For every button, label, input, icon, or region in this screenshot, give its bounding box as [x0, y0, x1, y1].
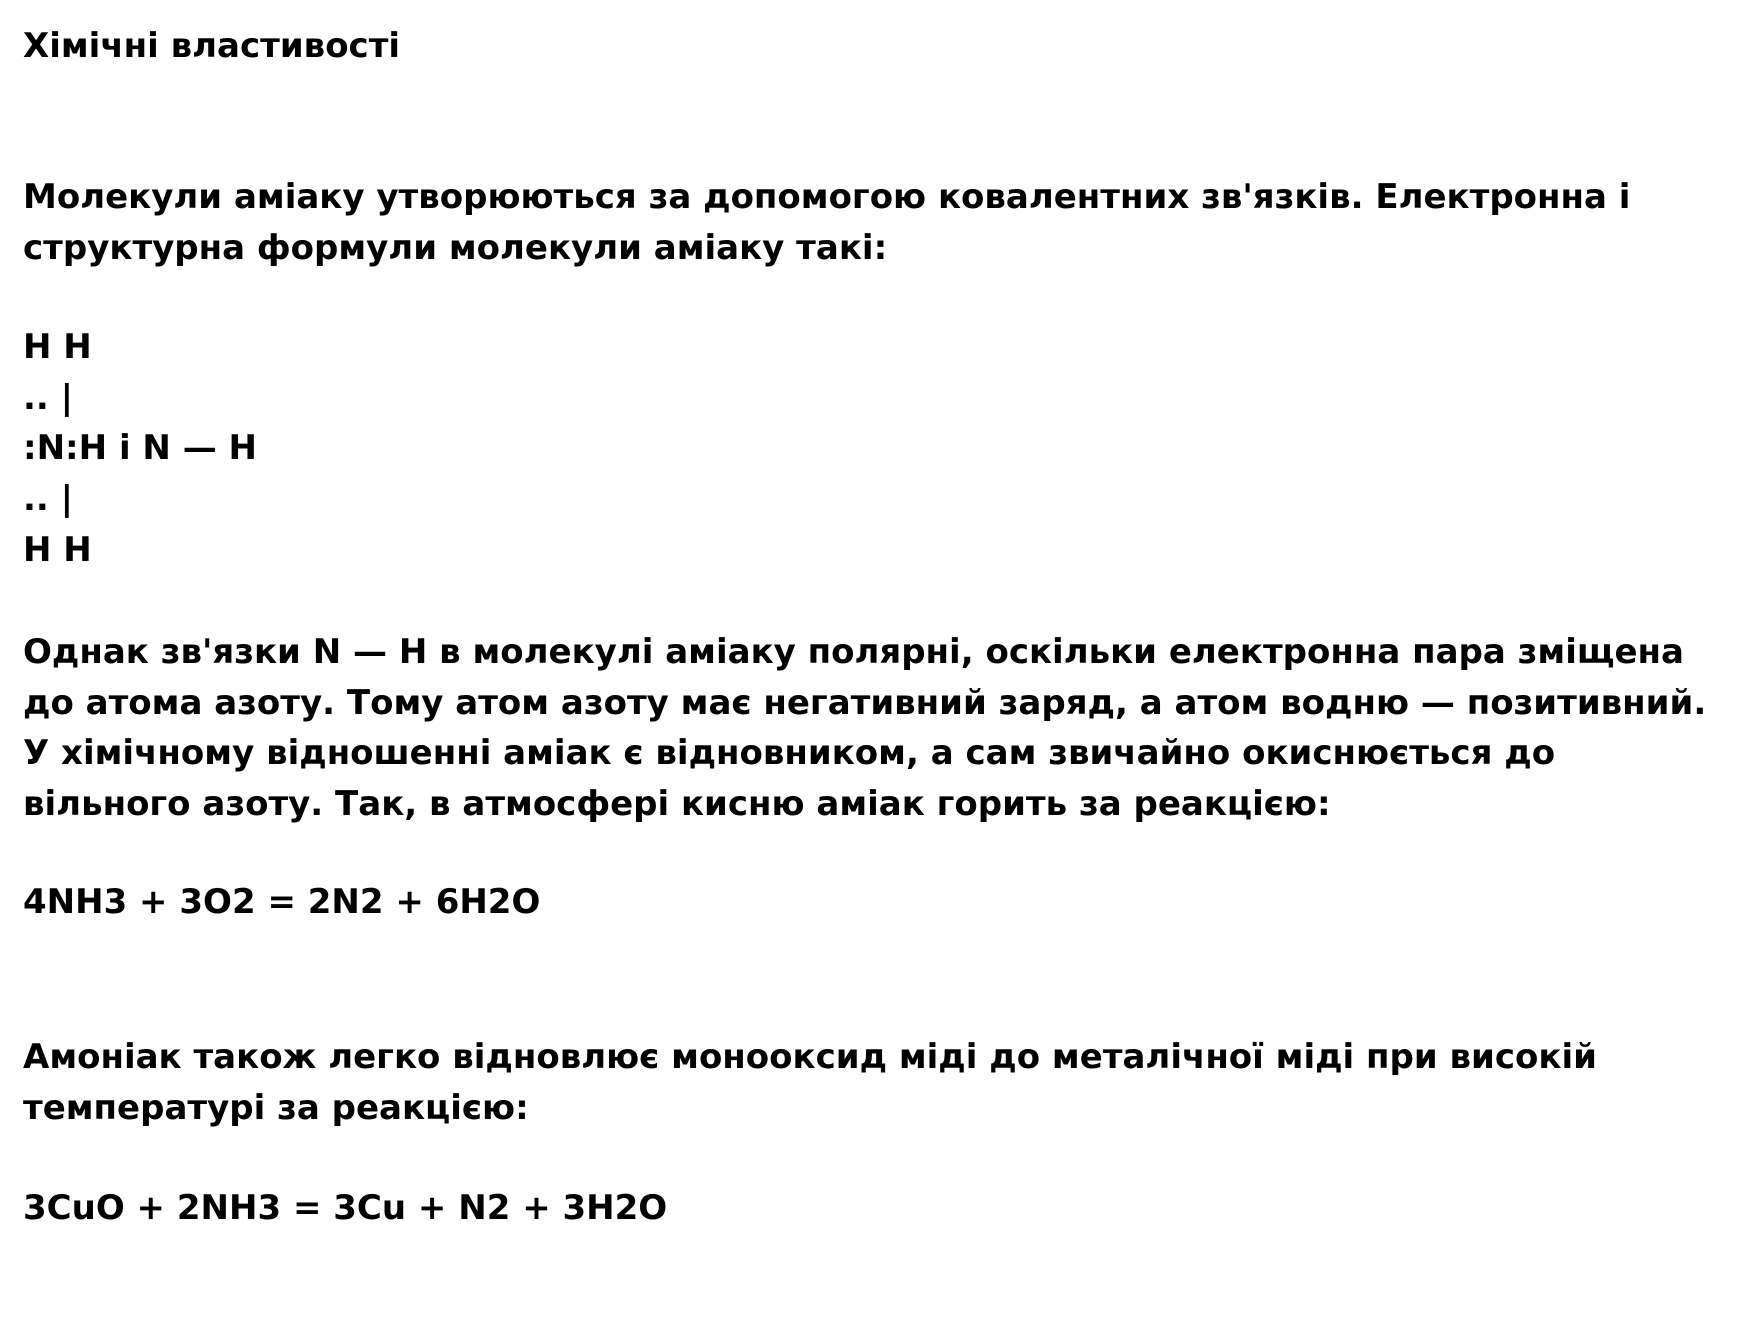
equation-text: 4NH3 + 3O2 = 2N2 + 6H2O: [23, 882, 541, 922]
equation-text: 3CuO + 2NH3 = 3Cu + N2 + 3H2O: [23, 1188, 668, 1228]
text-line: температурі за реакцією:: [23, 1087, 529, 1128]
paragraph-copper-reduction: [23, 1032, 1597, 1133]
formula-line: .. |: [23, 377, 74, 418]
paragraph-polarity: [23, 627, 1706, 830]
text-line: Молекули аміаку утворюються за допомогою ковалентних зв'язків. Електронна і: [23, 177, 1631, 217]
text-line: У хімічному відношенні аміак є відновником, а сам звичайно окиснюється до: [23, 733, 1556, 774]
ammonia-structural-formula: [23, 322, 257, 575]
formula-line: H H: [23, 529, 92, 570]
page-title: Хімічні властивості: [23, 26, 401, 66]
paragraph-covalent-bonds: [23, 172, 1630, 273]
text-line: до атома азоту. Тому атом азоту має негативний заряд, а атом водню — позитивний.: [23, 682, 1707, 723]
formula-line: .. |: [23, 479, 74, 520]
text-line: структурна формули молекули аміаку такі:: [23, 227, 888, 268]
text-line: Однак зв'язки N — H в молекулі аміаку полярні, оскільки електронна пара зміщена: [23, 632, 1684, 672]
formula-line: :N:H і N — H: [23, 428, 258, 469]
text-line: Амоніак також легко відновлює монооксид міді до металічної міді при високій: [23, 1037, 1597, 1077]
text-line: вільного азоту. Так, в атмосфері кисню аміак горить за реакцією:: [23, 784, 1331, 825]
formula-line: H H: [23, 327, 92, 367]
combustion-equation: [23, 877, 540, 928]
copper-reduction-equation: [23, 1183, 667, 1234]
